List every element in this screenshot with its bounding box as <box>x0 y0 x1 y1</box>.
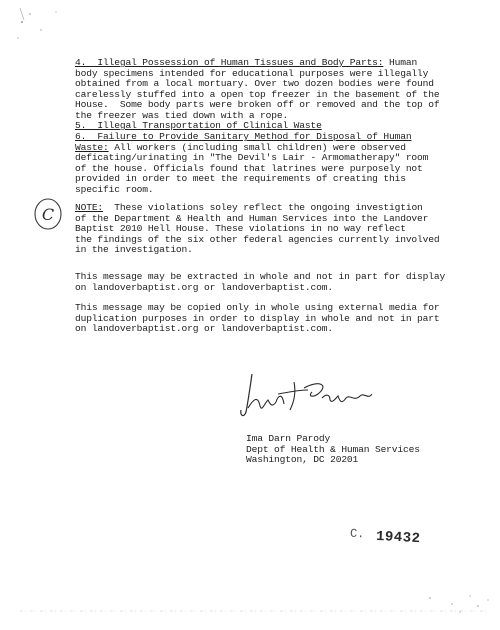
signer-location: Washington, DC 20201 <box>246 454 359 466</box>
note-label: NOTE: <box>75 202 104 213</box>
item-4 <box>75 58 475 122</box>
item-6-body-line1: All workers (including small children) were observed <box>114 141 406 153</box>
item-4-body: body specimens intended for educational purposes were illegally obtained from a local mortuary. Over two dozen bodies were found carelessly stuffed into a open top freezer in the basement of the House. Some body parts were broken off or removed and the top of the freezer was tied down with a rope. <box>75 67 440 121</box>
signer-department: Dept of Health & Human Services <box>246 443 420 455</box>
signer-name: Ima Darn Parody <box>246 433 331 444</box>
note-paragraph <box>75 203 475 256</box>
item-6-heading-line2: Waste: <box>75 141 109 153</box>
note-body: of the Department & Health and Human Services into the Landover Baptist 2010 Hell House. These violations in no way reflect the findings of the six other federal agencies currently involved in the investigation. <box>75 212 440 256</box>
document-number-prefix: C. <box>349 526 365 542</box>
item-4-heading: 4. Illegal Possession of Human Tissues and Body Parts: <box>75 57 384 68</box>
item-5 <box>75 121 475 132</box>
bottom-scan-line <box>20 608 490 614</box>
margin-circle-mark <box>32 196 64 232</box>
item-6-body: deficating/urinating in "The Devil's Lair - Armomatherapy" room of the house. Officials found that latrines were purposely not provided in order to meet the requirements of creating this specific room. <box>75 152 429 195</box>
margin-mark-text: C <box>41 205 55 224</box>
item-4-heading-tail: Human <box>389 57 418 68</box>
item-6-heading-line1: 6. Failure to Provide Sanitary Method for Disposal of Human <box>75 131 412 142</box>
extract-notice: This message may be extracted in whole and not in part for display on landoverbaptist.org or landoverbaptist.com. <box>75 271 446 293</box>
copy-notice: This message may be copied only in whole using external media for duplication purposes in order to display in whole and not in part on landoverbaptist.org or landoverbaptist.com. <box>75 302 440 335</box>
item-5-heading: 5. Illegal Transportation of Clinical Waste <box>75 120 322 131</box>
signer-block <box>246 434 420 466</box>
handwritten-signature <box>238 368 388 428</box>
note-line1: These violations soley reflect the ongoing investigtion <box>114 202 423 213</box>
item-6 <box>75 132 475 196</box>
document-number: 19432 <box>375 528 421 548</box>
